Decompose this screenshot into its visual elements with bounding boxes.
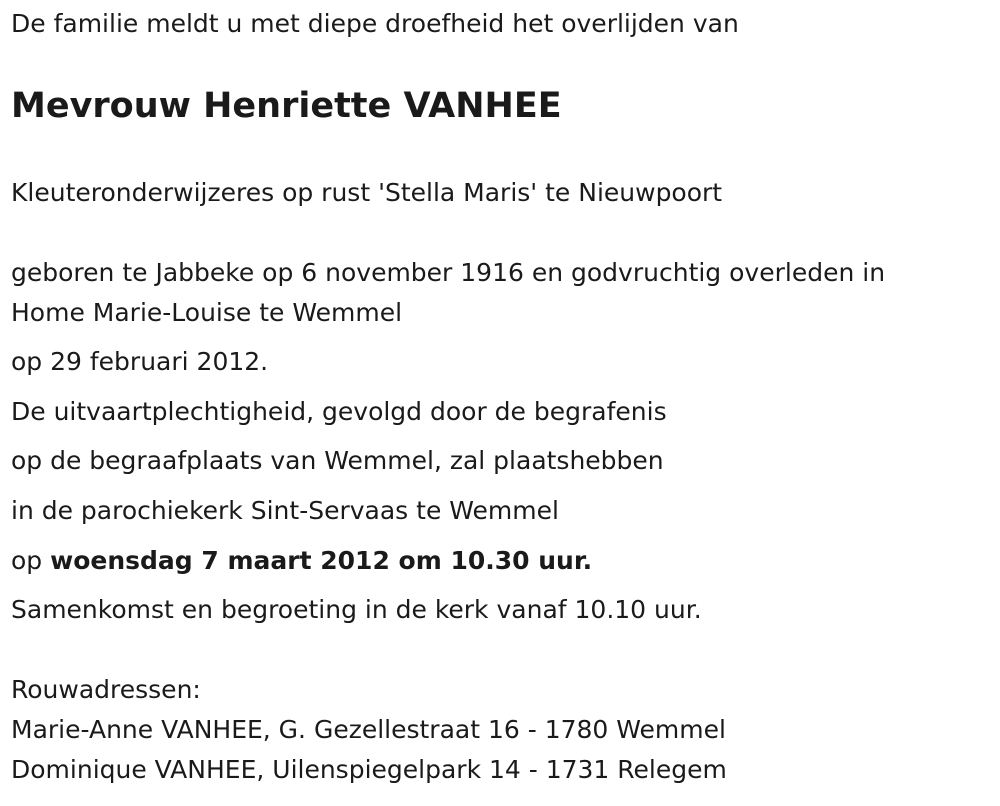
address-line: Marie-Anne VANHEE, G. Gezellestraat 16 - 1780 Wemmel [11, 715, 726, 744]
intro-text: De familie meldt u met diepe droefheid het overlijden van [11, 9, 739, 38]
death-date-text: op 29 februari 2012. [11, 347, 269, 376]
address-line: Dominique VANHEE, Uilenspiegelpark 14 - 1731 Relegem [11, 755, 727, 784]
ceremony-line-3: in de parochiekerk Sint-Servaas te Wemmel [11, 496, 559, 525]
gathering-text: Samenkomst en begroeting in de kerk vanaf 10.10 uur. [11, 595, 702, 624]
ceremony-date: woensdag 7 maart 2012 om 10.30 uur. [50, 546, 593, 575]
occupation-text: Kleuteronderwijzeres op rust 'Stella Maris' te Nieuwpoort [11, 178, 723, 207]
ceremony-line-1: De uitvaartplechtigheid, gevolgd door de begrafenis [11, 397, 667, 426]
ceremony-line-2: op de begraafplaats van Wemmel, zal plaatshebben [11, 446, 664, 475]
birth-line-1: geboren te Jabbeke op 6 november 1916 en godvruchtig overleden in [11, 258, 886, 287]
addresses-label: Rouwadressen: [11, 675, 201, 704]
ceremony-date-prefix: op [11, 546, 51, 575]
birth-line-2: Home Marie-Louise te Wemmel [11, 298, 403, 327]
deceased-name: Mevrouw Henriette VANHEE [11, 86, 562, 126]
ceremony-date-line [11, 546, 592, 576]
